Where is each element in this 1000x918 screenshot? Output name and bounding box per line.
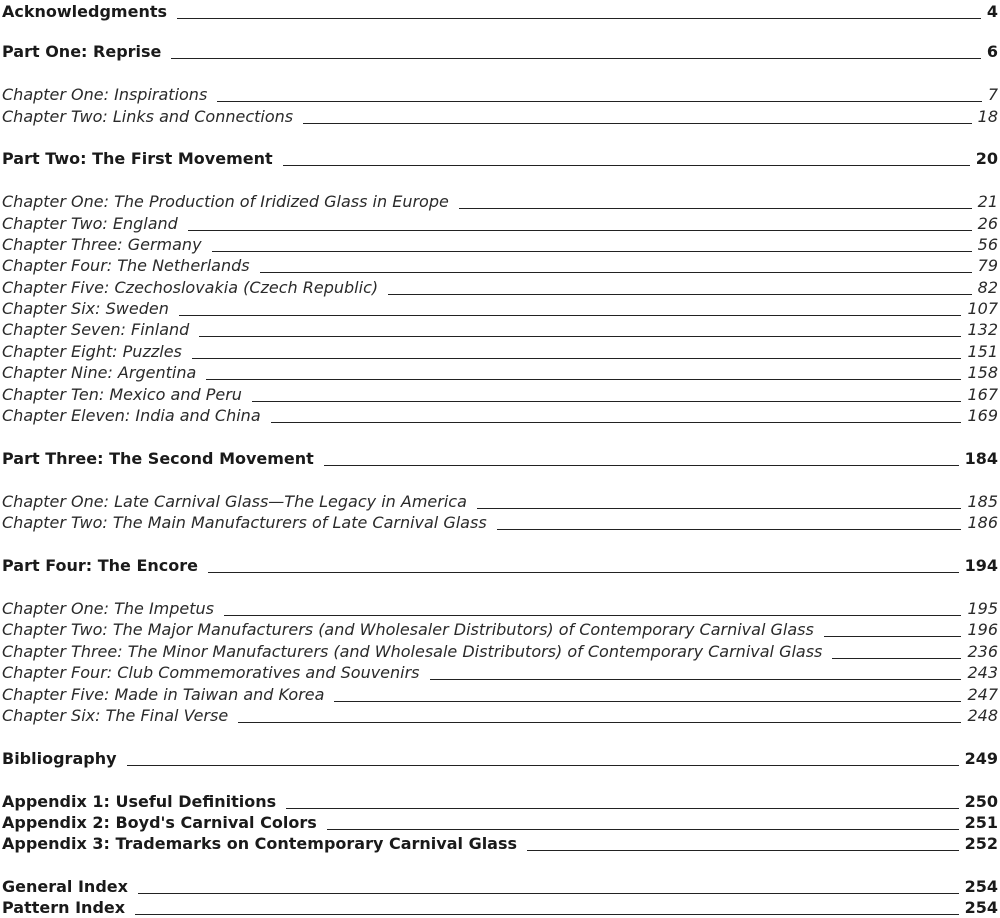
leader-line — [238, 721, 961, 723]
toc-entry — [2, 297, 998, 319]
entry-page: 249 — [964, 749, 998, 768]
entry-page: 252 — [964, 834, 998, 853]
entry-page: 243 — [967, 663, 998, 682]
leader-line — [208, 571, 959, 573]
leader-line — [135, 913, 959, 915]
entry-page: 186 — [967, 513, 998, 532]
toc-entry — [2, 447, 998, 469]
toc-entry — [2, 318, 998, 340]
entry-page: 185 — [967, 492, 998, 511]
leader-line — [252, 400, 962, 402]
entry-title: Chapter Eight: Puzzles — [2, 342, 182, 361]
entry-title: Chapter Eleven: India and China — [2, 406, 261, 425]
leader-line — [138, 892, 959, 894]
entry-title: Part Three: The Second Movement — [2, 449, 314, 468]
entry-page: 4 — [986, 2, 998, 21]
leader-line — [388, 293, 972, 295]
leader-line — [327, 828, 959, 830]
entry-page: 254 — [964, 898, 998, 917]
leader-line — [127, 764, 959, 766]
entry-page: 167 — [967, 385, 998, 404]
toc-entry — [2, 554, 998, 576]
entry-page: 247 — [967, 685, 998, 704]
leader-line — [459, 207, 972, 209]
entry-page: 195 — [967, 599, 998, 618]
entry-page: 6 — [986, 42, 998, 61]
entry-title: Acknowledgments — [2, 2, 167, 21]
entry-title: Appendix 3: Trademarks on Contemporary Carnival Glass — [2, 834, 518, 853]
toc-entry — [2, 704, 998, 726]
leader-line — [199, 335, 961, 337]
toc-entry — [2, 490, 998, 512]
entry-page: 132 — [967, 320, 998, 339]
entry-page: 82 — [977, 278, 998, 297]
toc-entry — [2, 105, 998, 127]
entry-title: General Index — [2, 877, 128, 896]
entry-title: Bibliography — [2, 749, 117, 768]
toc-entry — [2, 233, 998, 255]
entry-title: Chapter Six: The Final Verse — [2, 706, 229, 725]
leader-line — [188, 229, 972, 231]
leader-line — [217, 100, 982, 102]
entry-title: Chapter Six: Sweden — [2, 299, 169, 318]
leader-line — [224, 614, 961, 616]
entry-page: 7 — [987, 85, 998, 104]
toc-entry — [2, 190, 998, 212]
entry-page: 184 — [964, 449, 998, 468]
entry-title: Part Four: The Encore — [2, 556, 198, 575]
entry-page: 18 — [977, 107, 998, 126]
leader-line — [303, 122, 972, 124]
leader-line — [334, 700, 961, 702]
entry-page: 236 — [967, 642, 998, 661]
toc-entry — [2, 832, 998, 854]
leader-line — [192, 357, 962, 359]
entry-title: Chapter Two: The Main Manufacturers of Late Carnival Glass — [2, 513, 487, 532]
toc-entry — [2, 597, 998, 619]
toc-entry — [2, 212, 998, 234]
toc-entry — [2, 875, 998, 897]
toc-entry — [2, 147, 998, 169]
toc-entry — [2, 511, 998, 533]
leader-line — [527, 849, 959, 851]
entry-title: Chapter Three: Germany — [2, 235, 202, 254]
leader-line — [260, 271, 972, 273]
leader-line — [206, 378, 961, 380]
entry-title: Chapter Four: Club Commemoratives and Souvenirs — [2, 663, 420, 682]
entry-page: 56 — [977, 235, 998, 254]
entry-title: Pattern Index — [2, 898, 126, 917]
entry-page: 151 — [967, 342, 998, 361]
toc-entry — [2, 747, 998, 769]
entry-page: 248 — [967, 706, 998, 725]
entry-page: 250 — [964, 792, 998, 811]
leader-line — [324, 464, 959, 466]
leader-line — [212, 250, 972, 252]
toc-entry — [2, 383, 998, 405]
toc-entry — [2, 40, 998, 62]
entry-title: Appendix 1: Useful Definitions — [2, 792, 277, 811]
entry-title: Chapter Three: The Minor Manufacturers (and Wholesale Distributors) of Contemporary Carnival Glass — [2, 642, 823, 661]
entry-title: Chapter Seven: Finland — [2, 320, 190, 339]
toc-entry — [2, 361, 998, 383]
toc-entry — [2, 340, 998, 362]
entry-page: 194 — [964, 556, 998, 575]
leader-line — [271, 421, 962, 423]
toc-entry — [2, 811, 998, 833]
toc-entry — [2, 683, 998, 705]
entry-title: Chapter Ten: Mexico and Peru — [2, 385, 242, 404]
toc-entry — [2, 83, 998, 105]
entry-page: 20 — [975, 149, 998, 168]
entry-page: 251 — [964, 813, 998, 832]
leader-line — [477, 507, 962, 509]
leader-line — [286, 807, 958, 809]
entry-title: Chapter One: Inspirations — [2, 85, 208, 104]
entry-title: Chapter Two: The Major Manufacturers (and Wholesaler Distributors) of Contemporary Carnival Glass — [2, 620, 814, 639]
leader-line — [177, 17, 981, 19]
toc-entry — [2, 661, 998, 683]
entry-title: Part Two: The First Movement — [2, 149, 273, 168]
entry-page: 196 — [967, 620, 998, 639]
leader-line — [179, 314, 962, 316]
entry-title: Chapter Four: The Netherlands — [2, 256, 250, 275]
entry-title: Chapter One: The Production of Iridized Glass in Europe — [2, 192, 449, 211]
leader-line — [497, 528, 962, 530]
entry-page: 254 — [964, 877, 998, 896]
toc-entry — [2, 404, 998, 426]
toc-entry — [2, 0, 998, 22]
toc-entry — [2, 640, 998, 662]
entry-title: Chapter One: Late Carnival Glass—The Legacy in America — [2, 492, 467, 511]
entry-title: Chapter Five: Made in Taiwan and Korea — [2, 685, 325, 704]
entry-title: Chapter Nine: Argentina — [2, 363, 197, 382]
leader-line — [430, 678, 962, 680]
leader-line — [283, 164, 970, 166]
entry-title: Chapter Five: Czechoslovakia (Czech Republic) — [2, 278, 379, 297]
entry-title: Chapter One: The Impetus — [2, 599, 215, 618]
leader-line — [832, 657, 961, 659]
leader-line — [171, 57, 980, 59]
entry-page: 107 — [967, 299, 998, 318]
leader-line — [824, 635, 962, 637]
entry-page: 26 — [977, 214, 998, 233]
entry-title: Part One: Reprise — [2, 42, 162, 61]
entry-page: 158 — [967, 363, 998, 382]
toc-entry — [2, 254, 998, 276]
entry-page: 169 — [967, 406, 998, 425]
toc-entry — [2, 276, 998, 298]
entry-title: Chapter Two: England — [2, 214, 178, 233]
entry-page: 79 — [977, 256, 998, 275]
toc-entry — [2, 618, 998, 640]
entry-page: 21 — [977, 192, 998, 211]
toc-entry — [2, 790, 998, 812]
entry-title: Chapter Two: Links and Connections — [2, 107, 294, 126]
toc-entry — [2, 896, 998, 918]
entry-title: Appendix 2: Boyd's Carnival Colors — [2, 813, 317, 832]
